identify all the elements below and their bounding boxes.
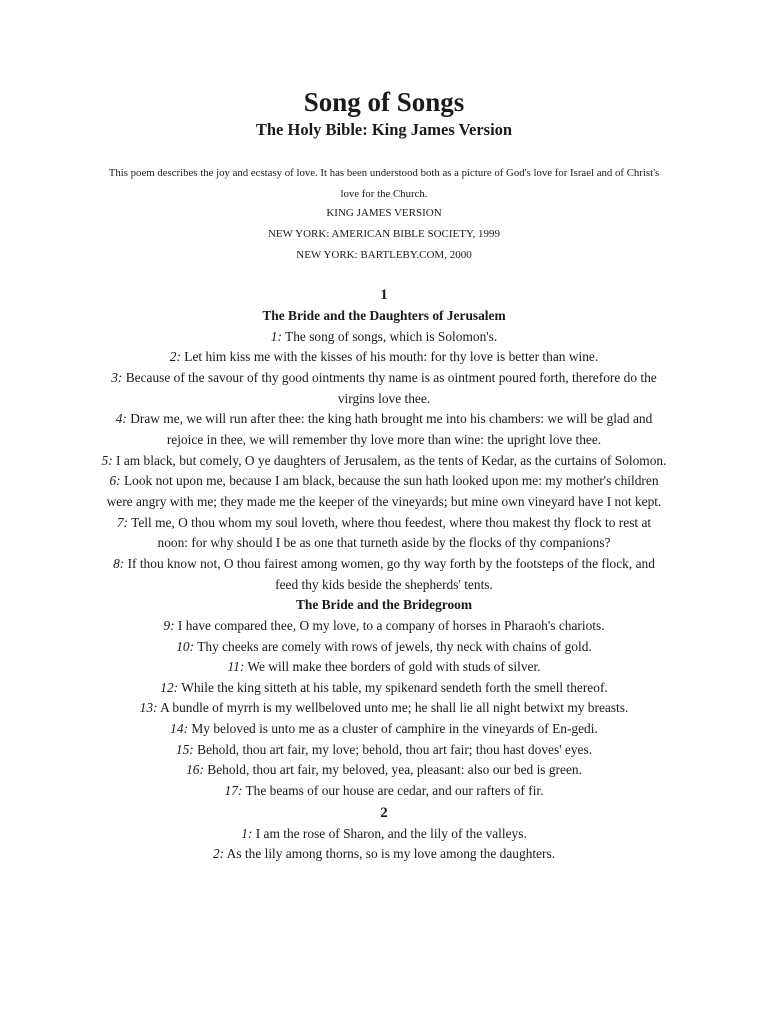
section-heading: The Bride and the Bridegroom xyxy=(295,597,473,613)
verse-text: Draw me, we will run after thee: the king hath brought me into his chambers: we will be glad and rejoice in thee, we will remember thy love more than wine: the upright love thee. xyxy=(126,411,653,447)
chapter-number: 2 xyxy=(380,804,388,821)
verse-text: Behold, thou art fair, my love; behold, thou art fair; thou hast doves' eyes. xyxy=(193,741,593,757)
document-title: Song of Songs xyxy=(303,87,465,117)
verse-text: My beloved is unto me as a cluster of camphire in the vineyards of En-gedi. xyxy=(188,721,598,737)
verse-text: The song of songs, which is Solomon's. xyxy=(281,328,498,344)
verse-number: 2: xyxy=(212,846,225,862)
verse-text: While the king sitteth at his table, my spikenard sendeth forth the smell thereof. xyxy=(178,679,608,695)
verse xyxy=(100,637,668,658)
meta-line-publisher: NEW YORK: AMERICAN BIBLE SOCIETY, 1999 xyxy=(267,228,501,240)
verse-number: 17: xyxy=(224,783,243,799)
verse xyxy=(100,844,668,865)
verse-number: 12: xyxy=(160,679,179,695)
verse-text: I have compared thee, O my love, to a company of horses in Pharaoh's chariots. xyxy=(174,617,605,633)
verse xyxy=(100,409,668,450)
verse xyxy=(100,824,668,845)
verse-text: Behold, thou art fair, my beloved, yea, pleasant: also our bed is green. xyxy=(203,762,582,778)
verse-number: 16: xyxy=(186,762,204,778)
verse-number: 1: xyxy=(270,328,282,344)
verse-number: 10: xyxy=(176,638,195,654)
verse xyxy=(100,327,668,348)
verse-text: Because of the savour of thy good ointments thy name is as ointment poured forth, therefore do the virgins love thee. xyxy=(122,369,657,406)
verse xyxy=(100,760,668,781)
verse xyxy=(100,368,668,409)
intro-paragraph: This poem describes the joy and ecstasy of love. It has been understood both as a picture of God's love for Israel and of Christ's love for the Church. xyxy=(108,167,660,200)
verse xyxy=(100,781,668,802)
verse-text: As the lily among thorns, so is my love among the daughters. xyxy=(224,846,556,862)
verse-number: 2: xyxy=(169,349,181,365)
verse xyxy=(100,657,668,678)
verse-text: Tell me, O thou whom my soul loveth, where thou feedest, where thou makest thy flock to rest at noon: for why should I be as one that turneth aside by the flocks of thy companions? xyxy=(127,514,652,551)
verse-number: 11: xyxy=(227,659,245,675)
verse-number: 4: xyxy=(115,411,127,427)
chapter-number: 1 xyxy=(380,287,388,303)
meta-line-online: NEW YORK: BARTLEBY.COM, 2000 xyxy=(296,249,472,261)
verse xyxy=(100,719,668,740)
verse-text: We will make thee borders of gold with studs of silver. xyxy=(244,659,541,675)
verse-number: 9: xyxy=(163,617,175,633)
verse xyxy=(100,698,668,719)
scripture-text xyxy=(100,284,668,865)
verse-number: 3: xyxy=(111,369,123,385)
verse xyxy=(100,678,668,699)
verse xyxy=(100,451,668,472)
verse xyxy=(100,616,668,637)
verse-number: 7: xyxy=(116,514,128,530)
verse-text: I am the rose of Sharon, and the lily of the valleys. xyxy=(252,825,527,841)
verse-text: I am black, but comely, O ye daughters of Jerusalem, as the tents of Kedar, as the curtains of Solomon. xyxy=(112,452,667,468)
verse-text: Look not upon me, because I am black, because the sun hath looked upon me: my mother's children were angry with me; they made me the keeper of the vineyards; but mine own vineyard have I not kept. xyxy=(106,473,662,509)
verse xyxy=(100,554,668,595)
section-heading: The Bride and the Daughters of Jerusalem xyxy=(262,308,506,323)
verse xyxy=(100,513,668,554)
verse-number: 15: xyxy=(175,741,194,757)
verse xyxy=(100,471,668,512)
verse-number: 8: xyxy=(113,555,125,571)
verse-number: 6: xyxy=(109,473,121,489)
verse-text: Thy cheeks are comely with rows of jewels, thy neck with chains of gold. xyxy=(194,638,592,654)
verse-text: A bundle of myrrh is my wellbeloved unto me; he shall lie all night betwixt my breasts. xyxy=(157,700,629,716)
verse-number: 1: xyxy=(241,825,253,841)
document-subtitle: The Holy Bible: King James Version xyxy=(255,120,513,139)
meta-line-version: KING JAMES VERSION xyxy=(326,207,442,219)
verse xyxy=(100,347,668,368)
verse-number: 13: xyxy=(139,700,158,716)
verse xyxy=(100,740,668,761)
verse-text: Let him kiss me with the kisses of his mouth: for thy love is better than wine. xyxy=(180,349,599,365)
verse-number: 14: xyxy=(170,721,189,737)
verse-text: If thou know not, O thou fairest among women, go thy way forth by the footsteps of the flock, and feed thy kids beside the shepherds' tents. xyxy=(124,555,655,592)
verse-number: 5: xyxy=(101,452,113,468)
verse-text: The beams of our house are cedar, and our rafters of fir. xyxy=(242,783,544,799)
